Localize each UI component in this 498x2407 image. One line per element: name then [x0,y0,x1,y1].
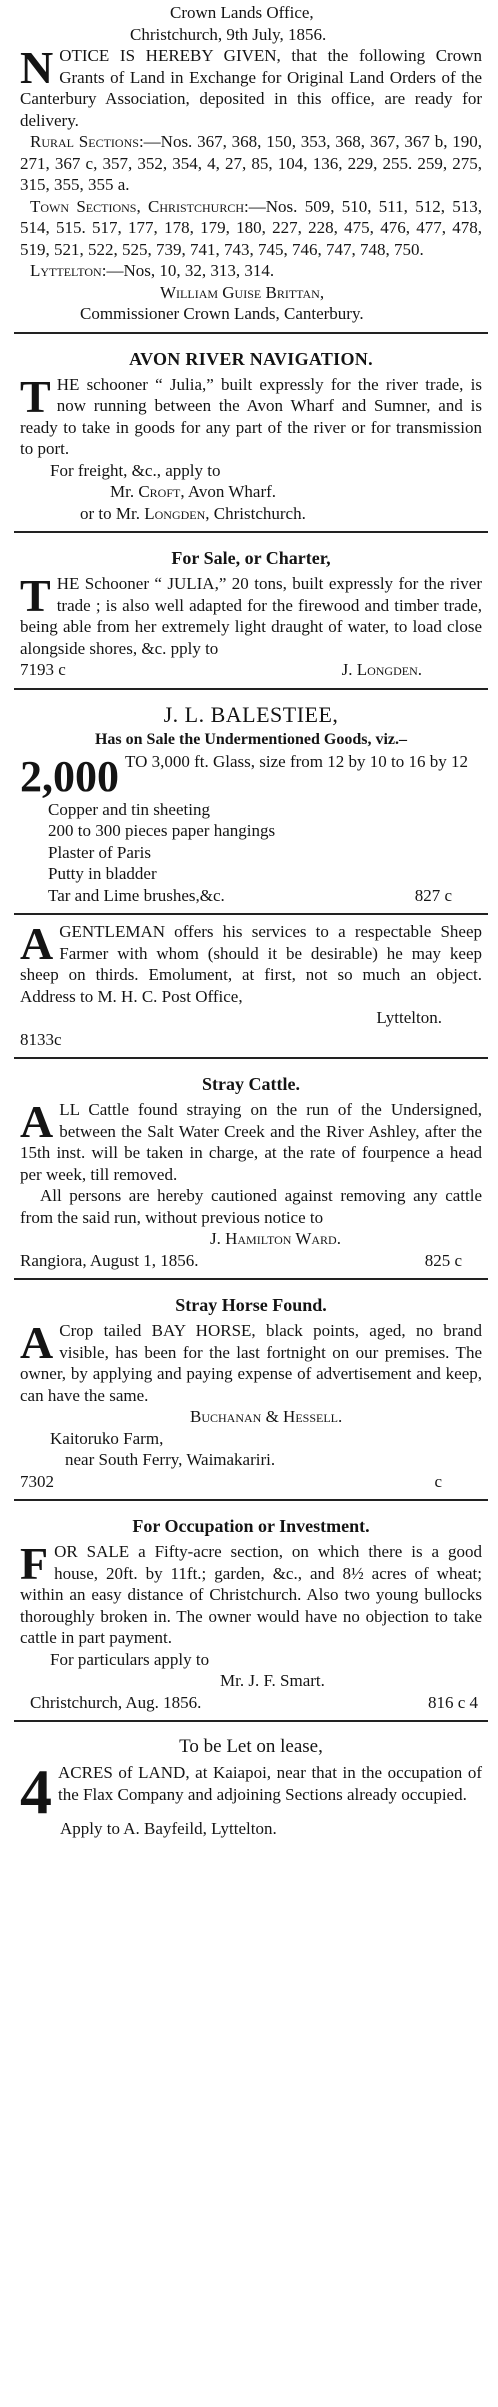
place: Lyttelton. [376,1008,442,1027]
drop-cap: A [20,1096,54,1147]
freight-line: For freight, &c., apply to [50,460,221,480]
office-line: Crown Lands Office, [170,3,314,22]
gentleman-ad [20,915,482,1057]
dateline: Rangiora, August 1, 1856. [20,1250,199,1270]
drop-cap: A [20,918,54,969]
signer: William Guise Brittan, [160,282,325,302]
ref-number: 827 c [414,885,452,905]
ad-text: OR SALE a Fifty-acre section, on which there is a good house, 20ft. by 11ft.; garden, &c., and 8½ acres of wheat; within an easy distance of Christchurch. Also two young bullocks thoroughly broken in. The owner would have no objection to take cattle in part payment. [20,1542,482,1647]
ref-number: 8133c [20,1029,62,1049]
apply-line: pply to [170,638,219,658]
ad-body [20,918,482,1007]
contact: Mr. J. F. Smart. [220,1671,325,1690]
signer: Buchanan & Hessell. [190,1407,343,1426]
ad-subheading: Has on Sale the Undermentioned Goods, viz.– [94,731,407,748]
stray-cattle-ad [20,1059,482,1278]
ad-heading: For Sale, or Charter, [171,548,331,568]
list-item-last [48,885,482,907]
ad-text: HE Schooner “ JULIA,” 20 tons, built expressly for the river trade ; is also well adapted for the firewood and timber trade, being able from her extremely light draught of water, to load close alongside shores, &c. [20,574,482,658]
ad-body [20,370,482,460]
ad-heading: For Occupation or Investment. [132,1516,370,1536]
drop-cap: T [20,370,51,422]
ad-body [20,1756,482,1827]
ad-body [20,1538,482,1649]
rural-sections [20,131,482,196]
notice-text: OTICE IS HEREBY GIVEN, that the following Crown Grants of Land in Exchange for Original Land Orders of the Canterbury Association, deposited in this office, are ready for delivery. [20,46,482,130]
ref-number: 7193 c [20,660,66,679]
dateline: Christchurch, Aug. 1856. [30,1692,202,1712]
ad-heading: AVON RIVER NAVIGATION. [129,348,373,369]
contact-croft: Mr. Croft, Avon Wharf. [110,482,277,501]
ad-text: Crop tailed BAY HORSE, black points, aged, no brand visible, has been for the last fortnight on our premises. The owner, by applying and paying expense of advertisement and keep, can have the same. [20,1321,482,1405]
dateline: Christchurch, 9th July, 1856. [130,24,327,44]
stray-horse-ad [20,1280,482,1499]
ad-heading: Stray Horse Found. [175,1295,327,1315]
signer: J. Longden. [341,660,422,679]
ad-body [20,1096,482,1185]
ad-body [20,570,482,659]
lyttelton-label: Lyttelton [30,261,102,280]
crown-lands-notice [20,0,482,332]
list-item: Tar and Lime brushes,&c. [48,885,225,905]
contact-longden: or to Mr. Longden, Christchurch. [80,503,306,523]
big-number: 2,000 [20,751,119,801]
lease-ad [20,1722,482,1847]
goods-list [20,799,482,907]
signer-title: Commissioner Crown Lands, Canterbury. [80,304,364,323]
big-number: 4 [20,1756,52,1827]
glass-text: TO 3,000 ft. Glass, size from 12 by 10 to 16 by 12 [125,751,468,771]
avon-river-ad [20,334,482,532]
ref-row [20,659,482,681]
glass-line [20,751,482,801]
drop-cap: N [20,42,54,93]
ad-text: HE schooner “ Julia,” built expressly for the river trade, is now running between the Avon Wharf and Sumner, and is ready to take in goods for any part of the river or for transmission to port. [20,374,482,458]
date-row [20,1692,482,1714]
occupation-ad [20,1501,482,1720]
drop-cap: T [20,570,51,621]
list-item: 200 to 300 pieces paper hangings [48,821,276,840]
balestiee-ad [20,690,482,914]
particulars-line: For particulars apply to [50,1649,210,1669]
ref-number: 816 c 4 [427,1692,478,1712]
town-sections [20,196,482,261]
ad-text: ACRES of LAND, at Kaiapoi, near that in the occupation of the Flax Company and adjoining Sections already occupied. [58,1763,482,1804]
lyttelton-sections [20,260,482,282]
ad-text: LL Cattle found straying on the run of the Undersigned, between the Salt Water Creek and the River Ashley, after the 15th inst. will be taken in charge, at the rate of fourpence a head per week, till removed. [20,1100,482,1184]
charter-ad [20,533,482,688]
town-numbers: :—Nos. 509, 510, 511, 512, 513, 514, 515. 517, 177, 178, 179, 180, 227, 228, 475, 476, 477, 478, 519, 521, 522, 525, 739, 741, 743, 745, 746, 747, 748, 750. [20,196,482,259]
rural-label: Rural Sections [30,132,139,151]
apply-line: Apply to A. Bayfeild, Lyttelton. [60,1819,277,1838]
lyttelton-numbers: :—Nos, 10, 32, 313, 314. [101,261,275,280]
rural-numbers: :—Nos. 367, 368, 150, 353, 368, 367, 367 b, 190, 271, 367 c, 357, 352, 354, 4, 27, 85, 104, 136, 229, 255. 259, 275, 315, 355, 355 a. [20,132,482,194]
caution: All persons are hereby cautioned against removing any cattle from the said run, without previous notice to [20,1186,482,1227]
ref-row [20,1471,482,1493]
list-item: Copper and tin sheeting [48,799,210,819]
ad-text: GENTLEMAN offers his services to a respectable Sheep Farmer with whom (should it be desirable) he may keep sheep on thirds. Emolument, at first, not so much an object. Address to M. H. C. Post Office, [20,922,482,1006]
location: near South Ferry, Waimakariri. [65,1450,276,1469]
drop-cap: F [20,1538,49,1589]
ad-heading: J. L. BALESTIEE, [163,701,339,727]
ref-number: 7302 [20,1471,54,1491]
notice-body [20,42,482,131]
ad-body [20,1317,482,1406]
list-item: Plaster of Paris [48,842,151,862]
ref-suffix: c [434,1471,442,1491]
ad-heading: To be Let on lease, [179,1736,323,1757]
ad-heading: Stray Cattle. [202,1074,300,1094]
ref-number: 825 c [424,1250,462,1270]
drop-cap: A [20,1317,54,1368]
farm: Kaitoruko Farm, [50,1428,164,1448]
town-label: Town Sections, Christchurch [30,196,245,216]
list-item: Putty in bladder [48,864,157,883]
date-row [20,1250,482,1272]
signer: J. Hamilton Ward. [210,1229,341,1248]
